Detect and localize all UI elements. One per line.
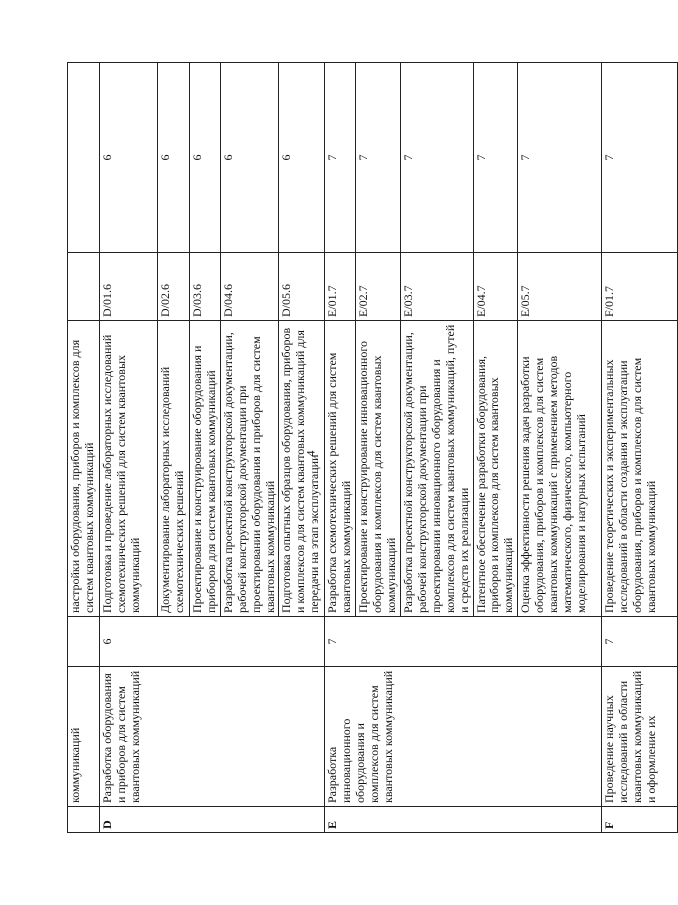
function-level-cell: 7: [325, 63, 356, 253]
function-name-cell: Патентное обеспечение разработки оборудования, приборов и комплексов для систем квантовых коммуникаций: [473, 321, 518, 617]
carry-over-code-cell: [68, 807, 100, 833]
function-code-cell: E/01.7: [325, 253, 356, 321]
carry-over-level-cell: [68, 617, 100, 667]
function-code-cell: D/05.6: [279, 253, 325, 321]
function-level-cell: 6: [158, 63, 190, 253]
group-name-cell: Разработка инновационного оборудования и комплексов для систем квантовых коммуникаций: [325, 667, 602, 807]
table-row: [325, 63, 356, 833]
function-level-cell: 6: [100, 63, 158, 253]
function-code-cell: E/03.7: [400, 253, 473, 321]
carry-over-function-cell: настройки оборудования, приборов и комплексов для систем квантовых коммуникаций: [68, 321, 100, 617]
carry-over-flevel-cell: [68, 63, 100, 253]
function-code-cell: E/04.7: [473, 253, 518, 321]
group-name-cell: Проведение научных исследований в области квантовых коммуникаций и оформление их: [602, 667, 678, 807]
function-name-cell: Проектирование и конструирование оборудования и приборов для систем квантовых коммуникаций: [190, 321, 221, 617]
function-name-cell: Разработка схемотехнических решений для систем квантовых коммуникаций: [325, 321, 356, 617]
group-code-cell: F: [602, 807, 678, 833]
function-code-cell: D/04.6: [220, 253, 279, 321]
functions-table-rotated: [67, 63, 659, 833]
function-name-cell: Проведение теоретических и экспериментальных исследований в области создания и эксплуатации оборудования, приборов и комплексов для систем квантовых коммуникаций: [602, 321, 678, 617]
function-code-cell: F/01.7: [602, 253, 678, 321]
carry-over-name-cell: коммуникаций: [68, 667, 100, 807]
function-level-cell: 7: [518, 63, 602, 253]
function-name-cell: Подготовка опытных образцов оборудования, приборов и комплексов для систем квантовых коммуникаций для передачи на этап эксплуатации: [279, 321, 325, 617]
page-number: 4: [303, 450, 318, 457]
function-level-cell: 6: [279, 63, 325, 253]
function-name-cell: Документирование лабораторных исследований схемотехнических решений: [158, 321, 190, 617]
function-code-cell: E/05.7: [518, 253, 602, 321]
function-code-cell: D/03.6: [190, 253, 221, 321]
function-name-cell: Подготовка и проведение лабораторных исследований схемотехнических решений для систем квантовых коммуникаций: [100, 321, 158, 617]
function-level-cell: 7: [356, 63, 401, 253]
function-name-cell: Проектирование и конструирование инновационного оборудования и комплексов для систем квантовых коммуникаций: [356, 321, 401, 617]
group-code-cell: E: [325, 807, 602, 833]
group-level-cell: 6: [100, 617, 325, 667]
table-row: [602, 63, 678, 833]
function-level-cell: 7: [400, 63, 473, 253]
group-level-cell: 7: [602, 617, 678, 667]
function-code-cell: D/01.6: [100, 253, 158, 321]
function-name-cell: Оценка эффективности решения задач разработки оборудования, приборов и комплексов для систем квантовых коммуникаций с применением методов математического, физического, компьютерного моделирования и натурных испытаний: [518, 321, 602, 617]
function-name-cell: Разработка проектной конструкторской документации, рабочей конструкторской документации при проектировании оборудования и приборов для систем квантовых коммуникаций: [220, 321, 279, 617]
group-level-cell: 7: [325, 617, 602, 667]
table-row: [100, 63, 158, 833]
function-level-cell: 6: [190, 63, 221, 253]
group-name-cell: Разработка оборудования и приборов для систем квантовых коммуникаций: [100, 667, 325, 807]
function-level-cell: 6: [220, 63, 279, 253]
group-code-cell: D: [100, 807, 325, 833]
carry-over-fcode-cell: [68, 253, 100, 321]
function-level-cell: 7: [473, 63, 518, 253]
function-level-cell: 7: [602, 63, 678, 253]
function-code-cell: D/02.6: [158, 253, 190, 321]
functions-table: [67, 62, 678, 833]
function-code-cell: E/02.7: [356, 253, 401, 321]
table-row-carry-over: [68, 63, 100, 833]
function-name-cell: Разработка проектной конструкторской документации, рабочей конструкторской документации при проектировании инновационного оборудования и комплексов для систем квантовых коммуникаций, путей и средств их реализации: [400, 321, 473, 617]
